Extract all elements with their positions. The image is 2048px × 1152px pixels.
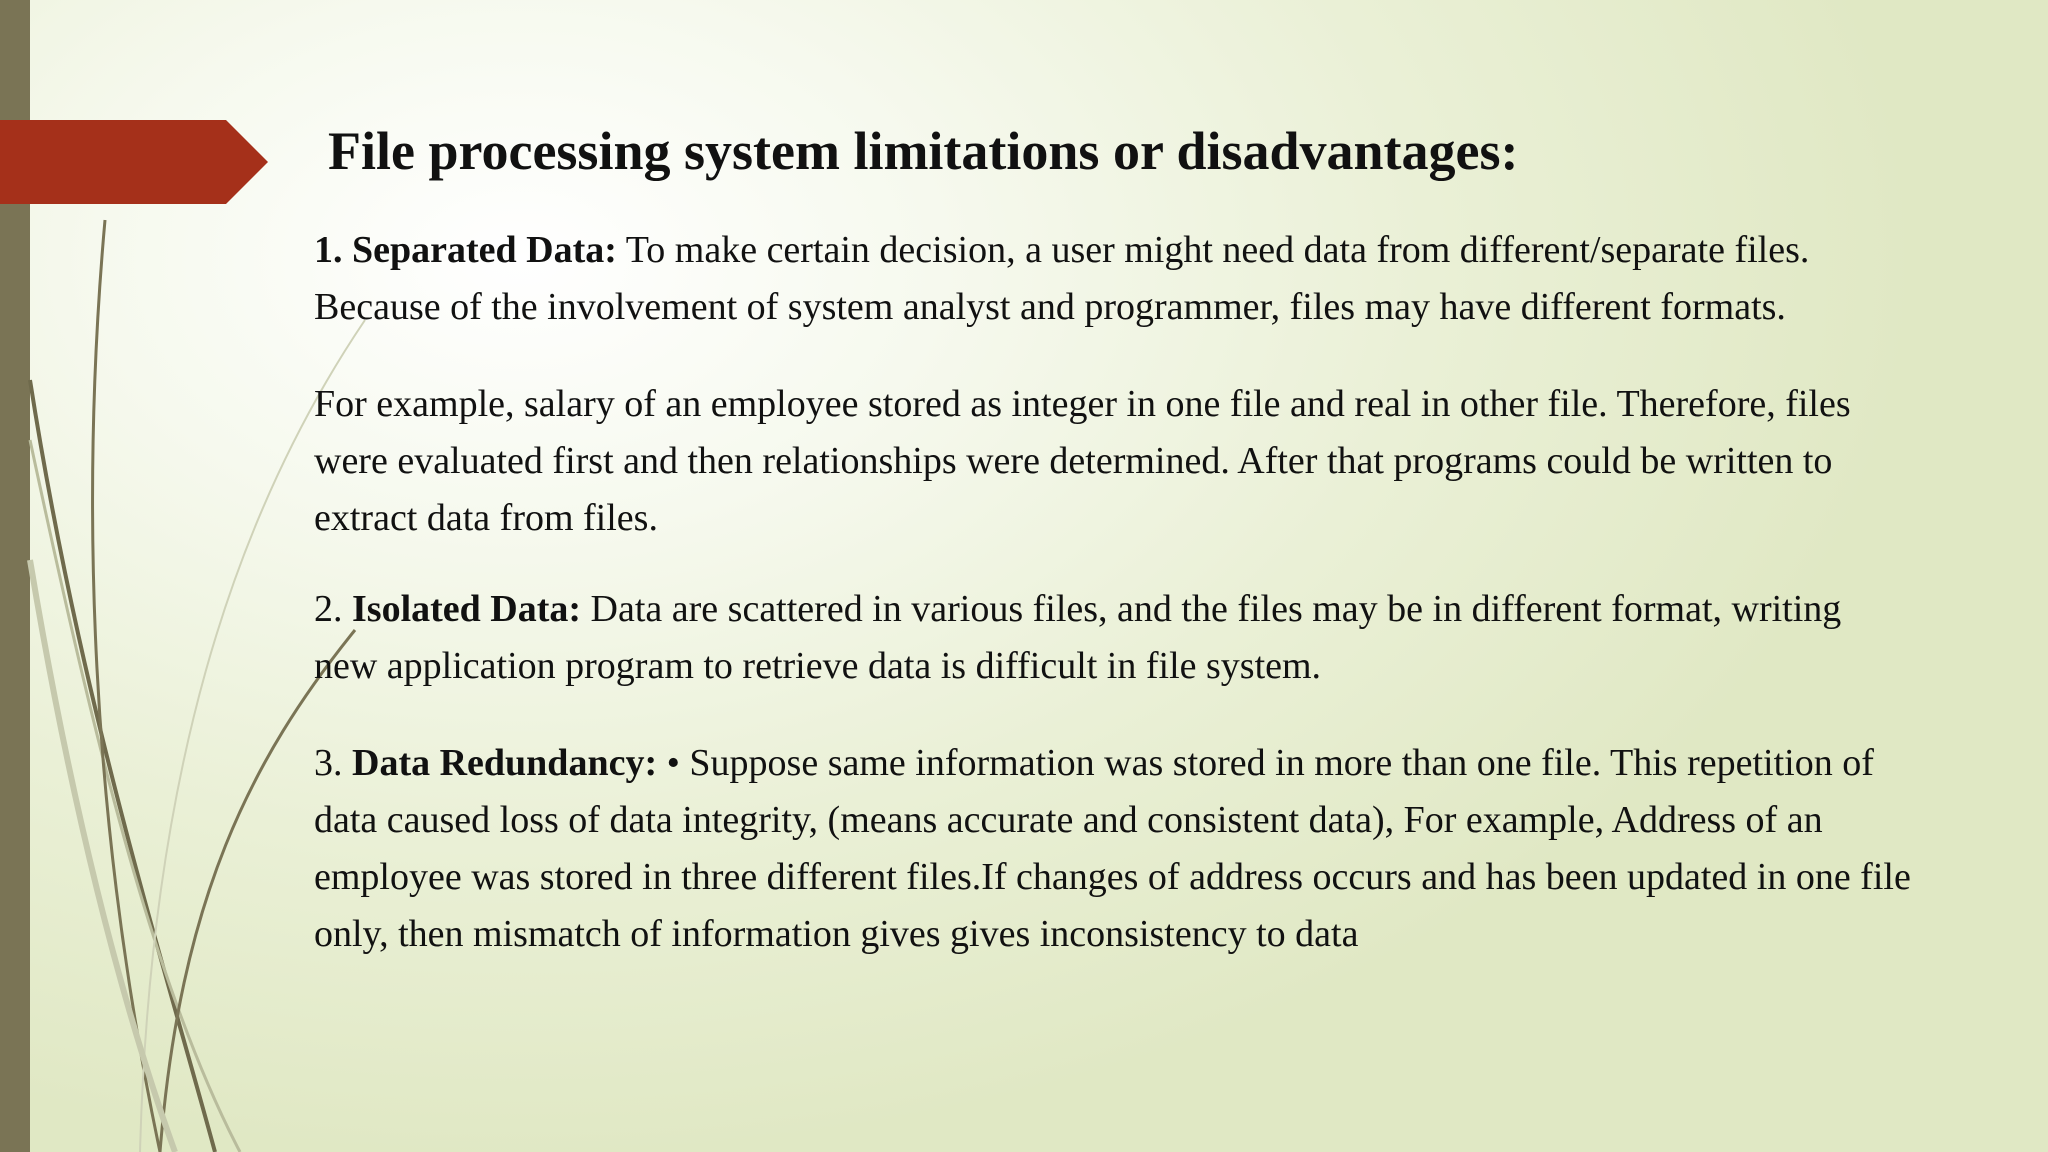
paragraph-heading: 1. Separated Data:	[314, 229, 617, 271]
paragraph-number: 2.	[314, 588, 352, 630]
paragraph-text: For example, salary of an employee stored as integer in one file and real in other file. Therefore, files were evaluated first and then relationships were determined. After that programs could be written to extract data from files.	[314, 383, 1851, 539]
paragraph-text: To make certain decision, a user might need data from different/separate files. Because of the involvement of system analyst and programmer, files may have different formats.	[314, 229, 1810, 328]
paragraph-text: • Suppose same information was stored in more than one file. This repetition of data caused loss of data integrity, (means accurate and consistent data), For example, Address of an employee was stored in three different files.If changes of address occurs and has been updated in one file only, then mismatch of information gives gives inconsistency to data	[314, 742, 1911, 955]
decorative-curve	[30, 560, 175, 1152]
paragraph-separated-data	[314, 222, 1914, 336]
slide-title: File processing system limitations or disadvantages:	[328, 121, 1519, 181]
paragraph-number: 3.	[314, 742, 352, 784]
paragraph-text: Data are scattered in various files, and the files may be in different format, writing new application program to retrieve data is difficult in file system.	[314, 588, 1842, 687]
paragraph-heading: Data Redundancy:	[352, 742, 658, 784]
decorative-curve	[93, 220, 160, 1152]
slide-body	[314, 222, 1914, 963]
paragraph-isolated-data	[314, 581, 1914, 695]
title-arrow-shape	[0, 120, 268, 204]
paragraph-data-redundancy	[314, 735, 1914, 963]
paragraph-heading: Isolated Data:	[352, 588, 582, 630]
paragraph-example	[314, 376, 1914, 547]
